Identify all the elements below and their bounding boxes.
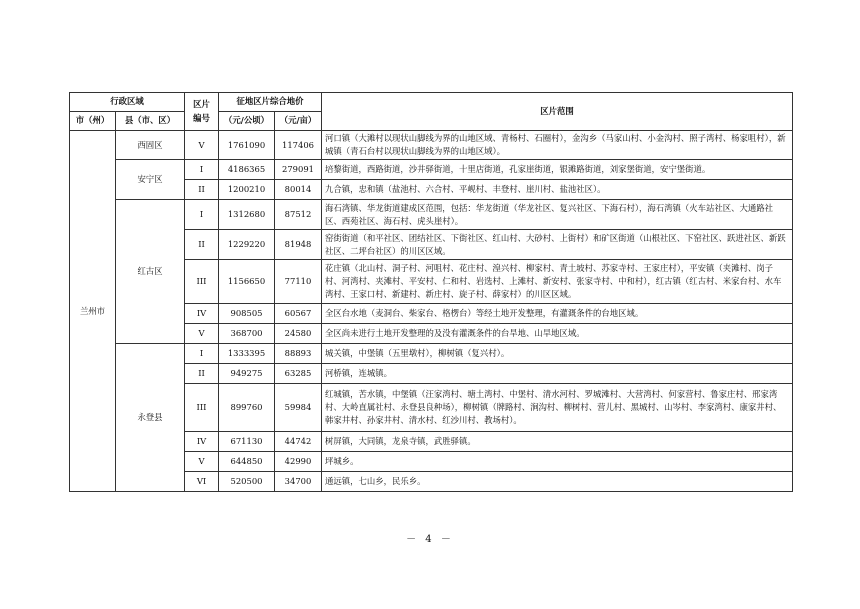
price-ha-cell: 671130: [219, 432, 275, 452]
header-price: 征地区片综合地价: [219, 93, 322, 112]
city-cell: 兰州市: [70, 131, 116, 492]
price-mu-cell: 88893: [275, 344, 322, 364]
scope-cell: 全区台水地（麦洞台、柴家台、格楞台）等经土地开发整理，有灌溉条件的台地区域。: [322, 304, 793, 324]
price-mu-cell: 117406: [275, 131, 322, 160]
zone-cell: V: [185, 452, 219, 472]
price-mu-cell: 59984: [275, 384, 322, 432]
table-row: [70, 160, 793, 180]
county-cell: 红古区: [116, 200, 185, 344]
price-mu-cell: 34700: [275, 472, 322, 492]
zone-cell: II: [185, 230, 219, 260]
scope-cell: 通远镇，七山乡，民乐乡。: [322, 472, 793, 492]
header-city: 市（州）: [70, 112, 116, 131]
zone-cell: VI: [185, 472, 219, 492]
header-county: 县（市、区）: [116, 112, 185, 131]
zone-cell: III: [185, 260, 219, 304]
price-ha-cell: 1156650: [219, 260, 275, 304]
zone-cell: I: [185, 160, 219, 180]
price-ha-cell: 644850: [219, 452, 275, 472]
scope-cell: 城关镇，中堡镇（五里墩村），柳树镇（复兴村）。: [322, 344, 793, 364]
price-mu-cell: 60567: [275, 304, 322, 324]
county-cell: 永登县: [116, 344, 185, 492]
price-mu-cell: 24580: [275, 324, 322, 344]
price-mu-cell: 87512: [275, 200, 322, 230]
price-ha-cell: 1312680: [219, 200, 275, 230]
price-ha-cell: 1229220: [219, 230, 275, 260]
header-scope: 区片范围: [322, 93, 793, 131]
table-row: [70, 344, 793, 364]
header-price-ha: （元/公顷）: [219, 112, 275, 131]
price-mu-cell: 279091: [275, 160, 322, 180]
price-ha-cell: 949275: [219, 364, 275, 384]
price-mu-cell: 63285: [275, 364, 322, 384]
price-ha-cell: 899760: [219, 384, 275, 432]
header-zone-no-line1: 区片: [193, 99, 210, 110]
price-ha-cell: 1761090: [219, 131, 275, 160]
zone-cell: I: [185, 200, 219, 230]
price-ha-cell: 368700: [219, 324, 275, 344]
scope-cell: 河口镇（大滩村以现状山脚线为界的山地区域、青杨村、石圈村），金沟乡（马家山村、小金沟村、照子湾村、杨家咀村），新城镇（青石台村以现状山脚线为界的山地区域）。: [322, 131, 793, 160]
table-body: [70, 131, 793, 492]
scope-cell: 窑街街道（和平社区、团结社区、下街社区、红山村、大砂村、上街村）和矿区街道（山根社区、下窑社区、跃进社区、新跃社区、二坪台社区）的川区区域。: [322, 230, 793, 260]
scope-cell: 河桥镇，连城镇。: [322, 364, 793, 384]
price-mu-cell: 42990: [275, 452, 322, 472]
zone-cell: V: [185, 131, 219, 160]
zone-cell: II: [185, 180, 219, 200]
header-admin-area: 行政区域: [70, 93, 185, 112]
price-mu-cell: 77110: [275, 260, 322, 304]
scope-cell: 培黎街道，西路街道，沙井驿街道，十里店街道，孔家崖街道，银滩路街道，刘家堡街道，安宁堡街道。: [322, 160, 793, 180]
price-ha-cell: 520500: [219, 472, 275, 492]
zone-cell: V: [185, 324, 219, 344]
scope-cell: 花庄镇（北山村、洞子村、河咀村、花庄村、湟兴村、柳家村、青土坡村、苏家寺村、王家庄村），平安镇（夹滩村、岗子村、河湾村、夹滩村、平安村、仁和村、岩选村、上滩村、新安村、张家寺村、中和村），红古镇（红古村、米家台村、水车湾村、王家口村、新建村、新庄村、旋子村、薛家村）的川区区域。: [322, 260, 793, 304]
county-cell: 安宁区: [116, 160, 185, 200]
header-row-1: [70, 93, 793, 112]
price-ha-cell: 4186365: [219, 160, 275, 180]
scope-cell: 全区尚未进行土地开发整理的及没有灌溉条件的台旱地、山旱地区域。: [322, 324, 793, 344]
header-zone-no-line2: 编号: [193, 112, 210, 123]
scope-cell: 红城镇，苦水镇，中堡镇（汪家湾村、塘土湾村、中堡村、清水河村、罗城滩村、大营湾村、何家营村、鲁家庄村、邢家湾村、大岭直属社村、永登县良种场），柳树镇（牌路村、涧沟村、柳树村、营儿村、黑城村、山岑村、李家湾村、康家井村、韩家井村、孙家井村、清水村、红沙川村、教场村）。: [322, 384, 793, 432]
price-ha-cell: 908505: [219, 304, 275, 324]
price-mu-cell: 81948: [275, 230, 322, 260]
land-price-table: [69, 92, 793, 492]
zone-cell: I: [185, 344, 219, 364]
table-row: [70, 200, 793, 230]
price-ha-cell: 1200210: [219, 180, 275, 200]
zone-cell: II: [185, 364, 219, 384]
header-zone-no: [185, 93, 219, 131]
price-mu-cell: 80014: [275, 180, 322, 200]
table-row: [70, 131, 793, 160]
header-price-mu: （元/亩）: [275, 112, 322, 131]
page-number: － 4 －: [406, 534, 454, 545]
zone-cell: IV: [185, 432, 219, 452]
scope-cell: 九合镇，忠和镇（盐池村、六合村、平岘村、丰登村、崖川村、盐池社区）。: [322, 180, 793, 200]
price-ha-cell: 1333395: [219, 344, 275, 364]
zone-cell: III: [185, 384, 219, 432]
scope-cell: 树屏镇，大同镇，龙泉寺镇，武胜驿镇。: [322, 432, 793, 452]
scope-cell: 坪城乡。: [322, 452, 793, 472]
zone-cell: IV: [185, 304, 219, 324]
county-cell: 西固区: [116, 131, 185, 160]
scope-cell: 海石湾镇、华龙街道建成区范围，包括：华龙街道（华龙社区、复兴社区、下海石村），海石湾镇（火车站社区、大通路社区、西苑社区、海石村、虎头崖村）。: [322, 200, 793, 230]
price-mu-cell: 44742: [275, 432, 322, 452]
